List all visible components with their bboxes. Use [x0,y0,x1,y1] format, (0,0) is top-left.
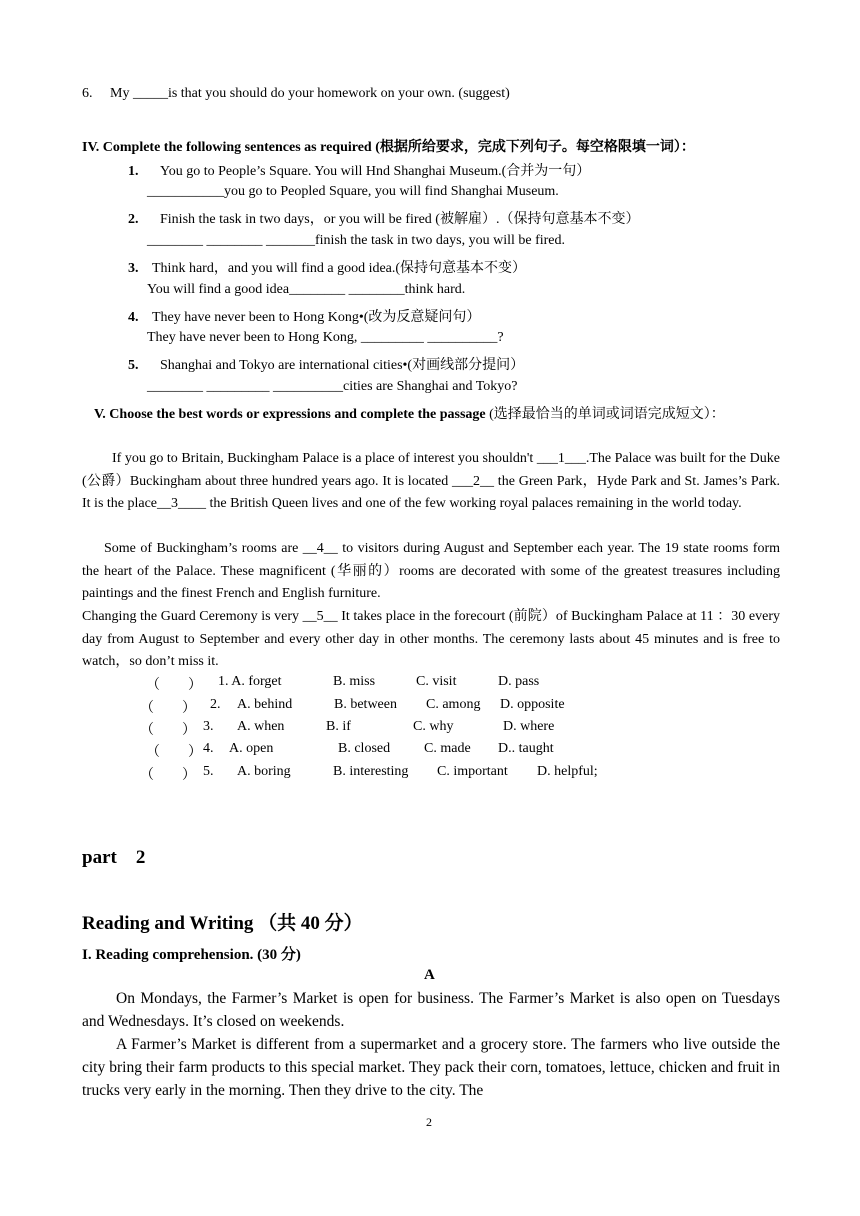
section-title: Reading and Writing （共 40 分） [82,913,363,934]
item-question: Think hard，and you will find a good idea.(保持句意基本不变） [152,261,527,276]
option-2-d: D. opposite [500,697,565,712]
option-4-c: C. made [424,741,471,756]
reading-paragraph-2: A Farmer’s Market is different from a supermarket and a grocery store. The farmers who live outside the city bring their farm products to this special market. They pack their corn, tomatoes, lettuce, chicken and fruit in trucks very early in the morning. Then they drive to the city. The [82,1036,780,1099]
item-number: 3. [128,261,139,276]
iv-item-1-question [128,160,590,180]
iv-item-3-answer: You will find a good idea________ ________think hard. [147,282,466,297]
question-number: 6. [82,86,93,101]
option-1-d: D. pass [498,674,540,689]
option-4-d: D.. taught [498,741,554,756]
option-3-b: B. if [326,719,351,734]
option-5-num: 5. [203,764,214,779]
iv-item-1-answer: ___________you go to Peopled Square, you will find Shanghai Museum. [147,184,559,199]
item-number: 1. [128,164,139,179]
option-row-4-paren: （ ） [146,745,202,760]
section-v-heading [94,403,725,423]
iv-item-4-question [128,306,480,326]
question-6 [82,86,510,102]
option-2-b: B. between [334,697,397,712]
part-title: part 2 [82,847,146,868]
option-row-1 [146,674,202,694]
option-row-3-paren: （ ） [140,723,196,738]
iv-item-5-answer: ________ _________ __________cities are Shanghai and Tokyo? [147,379,518,394]
option-5-b: B. interesting [333,764,409,779]
option-3-d: D. where [503,719,555,734]
question-text: My _____is that you should do your homework on your own. (suggest) [110,86,510,101]
section-heading-text: V. Choose the best words or expressions and complete the passage [94,407,486,422]
reading-paragraph-1: On Mondays, the Farmer’s Market is open for business. The Farmer’s Market is also open on Tuesdays and Wednesdays. It’s closed on weekends. [82,990,780,1030]
option-1-b: B. miss [333,674,376,689]
passage-paragraph-3: Changing the Guard Ceremony is very __5__ It takes place in the forecourt (前院）of Buckingham Palace at 11 ：30 every day from August to September and every other day in other months. The ceremony lasts about 45 minutes and is free to watch，so don’t miss it. [82,609,780,670]
option-3-num: 3. [203,719,214,734]
item-number: 2. [128,212,139,227]
option-2-a: A. behind [237,697,293,712]
answer-paren: （ ） [146,678,202,693]
item-question: Finish the task in two days，or you will be fired (被解雇）.（保持句意基本不变） [160,212,640,227]
option-1-a: 1. A. forget [218,674,282,689]
option-4-a: A. open [229,741,274,756]
passage-paragraph-1: If you go to Britain, Buckingham Palace is a place of interest you shouldn't ___1___.The Palace was built for the Duke (公爵）Buckingham about three hundred years ago. It is located ___2__ the Green Park，Hyde Park and St. James’s Park. It is the place__3____ the British Queen lives and one of the few working royal palaces remaining in the world today. [82,451,780,512]
reading-heading: I. Reading comprehension. (30 分) [82,947,301,963]
option-1-c: C. visit [416,674,457,689]
iv-item-5-question [128,354,524,374]
option-2-c: C. among [426,697,481,712]
option-5-c: C. important [437,764,508,779]
option-5-a: A. boring [237,764,291,779]
iv-item-2-question [128,208,639,228]
passage-letter: A [424,967,435,983]
page-number: 2 [426,1115,432,1129]
option-4-num: 4. [203,741,214,756]
option-row-5-paren: （ ） [140,768,196,783]
item-number: 5. [128,358,139,373]
item-number: 4. [128,310,139,325]
iv-item-4-answer: They have never been to Hong Kong, _________ __________? [147,330,504,345]
passage-paragraph-2: Some of Buckingham’s rooms are __4__ to visitors during August and September each year. The 19 state rooms form the heart of the Palace. These magnificent (华丽的）rooms are decorated with some of the greatest treasures including paintings and the finest French and English furniture. [82,541,780,602]
option-row-2-paren: （ ） [140,701,196,716]
iv-item-2-answer: ________ ________ _______finish the task in two days, you will be fired. [147,233,566,248]
option-3-c: C. why [413,719,454,734]
option-3-a: A. when [237,719,285,734]
option-5-d: D. helpful; [537,764,598,779]
option-2-num: 2. [210,697,221,712]
item-question: Shanghai and Tokyo are international cities•(对画线部分提问） [160,358,525,373]
item-question: You go to People’s Square. You will Hnd Shanghai Museum.(合并为一句） [160,164,591,179]
section-heading-note: (选择最恰当的单词或词语完成短文）： [485,407,725,422]
option-4-b: B. closed [338,741,391,756]
section-heading-text: IV. Complete the following sentences as required (根据所给要求，完成下列句子。每空格限填一词）： [82,140,695,155]
item-question: They have never been to Hong Kong•(改为反意疑问句） [152,310,481,325]
iv-item-3-question [128,257,526,277]
section-iv-heading [82,136,695,156]
